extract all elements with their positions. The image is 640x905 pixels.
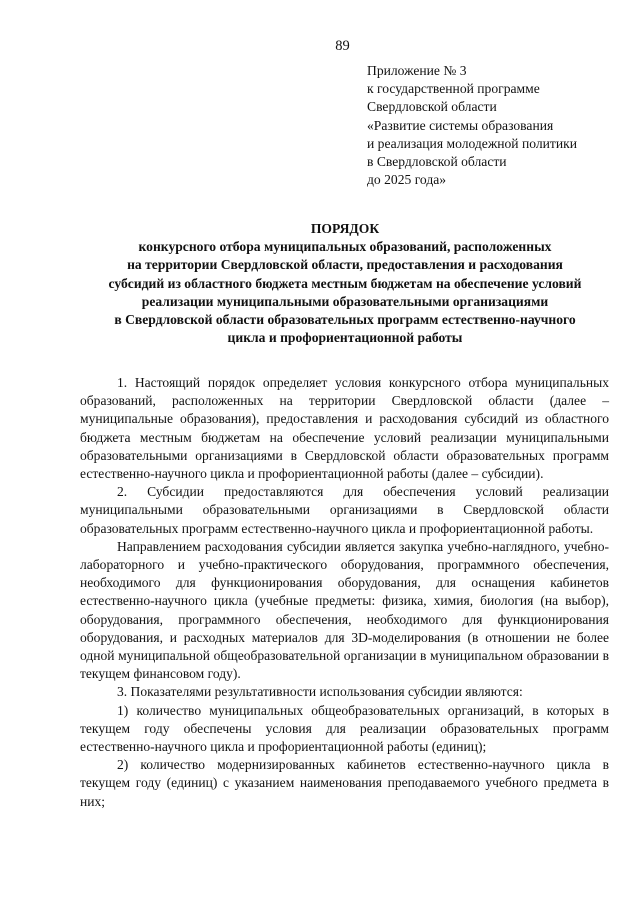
- document-title: [40, 220, 640, 347]
- appendix-line: в Свердловской области: [367, 154, 507, 170]
- paragraph-5: 1) количество муниципальных общеобразовательных организаций, в которых в текущем году обеспечены условия для реализации образовательных программ естественно-научного цикла и профориентационной работы (единиц);: [80, 702, 609, 755]
- paragraph-1: 1. Настоящий порядок определяет условия конкурсного отбора муниципальных образований, расположенных на территории Свердловской области (далее – муниципальные образования), предоставления и расходования субсидий из областного бюджета местным бюджетам на обеспечение условий реализации муниципальными образовательными организациями в Свердловской области образовательных программ естественно-научного цикла и профориентационной работы (далее – субсидии).: [80, 375, 609, 482]
- title-line: в Свердловской области образовательных программ естественно-научного: [114, 312, 576, 328]
- appendix-line: до 2025 года»: [367, 172, 447, 188]
- paragraph-6: 2) количество модернизированных кабинетов естественно-научного цикла в текущем году (единиц) с указанием наименования преподаваемого учебного предмета в них;: [80, 757, 609, 809]
- paragraph-3: Направлением расходования субсидии является закупка учебно-наглядного, учебно-лабораторного и учебно-практического оборудования, программного обеспечения, необходимого для функционирования оборудования, для оснащения кабинетов естественно-научного цикла (учебные предметы: физика, химия, биология (на выбор), оборудования, программного обеспечения, необходимого для функционирования оборудования, и расходных материалов для 3D-моделирования (в отношении не более одной муниципальной общеобразовательной организации в муниципальном образовании в текущем финансовом году).: [80, 538, 609, 682]
- appendix-line: Приложение № 3: [367, 63, 467, 78]
- appendix-line: «Развитие системы образования: [367, 117, 554, 133]
- title-heading: ПОРЯДОК: [310, 221, 380, 236]
- title-line: на территории Свердловской области, предоставления и расходования: [127, 257, 563, 273]
- title-line: реализации муниципальными образовательными организациями: [141, 293, 549, 309]
- appendix-line: и реализация молодежной политики: [367, 135, 578, 151]
- document-body: [80, 374, 609, 811]
- appendix-line: Свердловской области: [367, 99, 497, 115]
- title-line: конкурсного отбора муниципальных образований, расположенных: [138, 239, 552, 255]
- page-number: 89: [335, 38, 350, 54]
- paragraph-4: 3. Показателями результативности использования субсидии являются:: [117, 684, 523, 700]
- appendix-line: к государственной программе: [367, 81, 540, 97]
- appendix-header: [367, 62, 632, 189]
- title-line: субсидий из областного бюджета местным бюджетам на обеспечение условий: [108, 275, 582, 291]
- paragraph-2: 2. Субсидии предоставляются для обеспечения условий реализации муниципальными образовательными организациями в Свердловской области образовательных программ естественно-научного цикла и профориентационной работы.: [80, 484, 609, 536]
- title-line: цикла и профориентационной работы: [227, 330, 463, 346]
